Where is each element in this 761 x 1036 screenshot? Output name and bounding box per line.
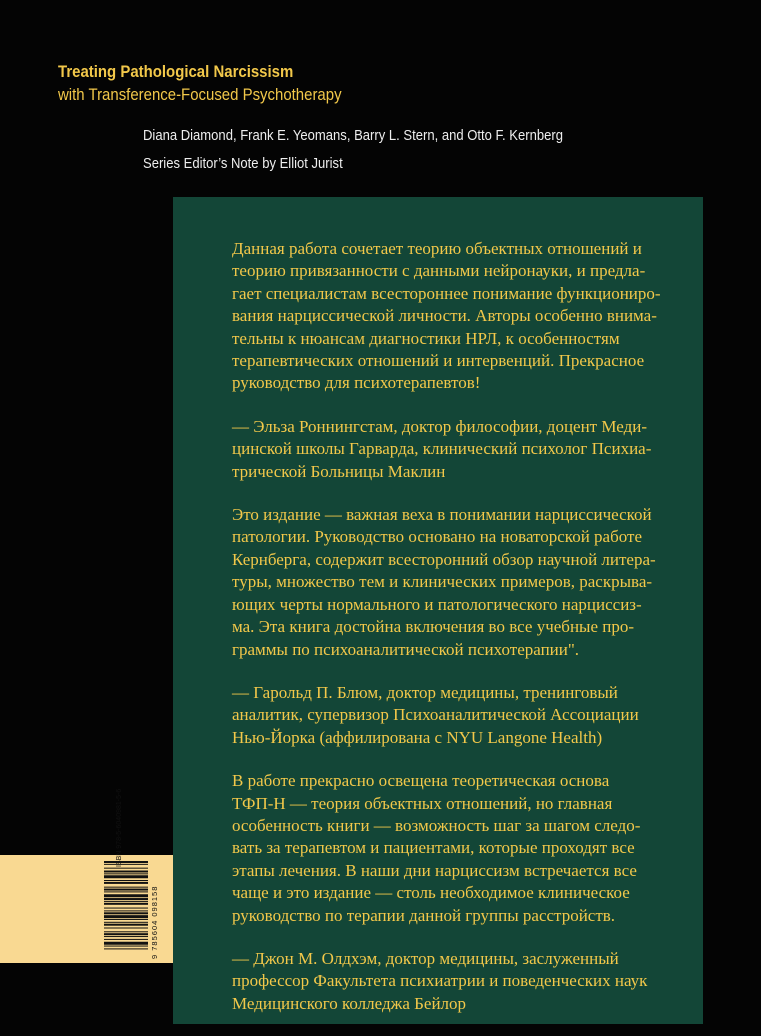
isbn-label: ISBN 978-5-6040981-5-6 [116,788,123,867]
barcode-bar [104,889,148,891]
blurb-paragraph [232,682,692,749]
barcode-bar [104,924,148,926]
blurb-line: профессор Факультета психиатрии и поведенческих наук [232,971,648,991]
blurb-line: — Эльза Роннингстам, доктор философии, доцент Меди- [232,416,647,436]
blurb-line: — Гарольд П. Блюм, доктор медицины, тренинговый [232,682,618,702]
barcode-bar [104,922,148,923]
barcode-bar [104,931,148,932]
blurb-text-column [232,238,692,1036]
blurb-line: руководство по терапии данной группы расстройств. [232,905,616,925]
barcode-bar [104,861,148,863]
barcode-bar [104,936,148,937]
blurb-line: туры, множество тем и клинических примеров, раскрыва- [232,572,653,592]
barcode-bar [104,933,148,935]
blurb-line: руководство для психотерапевтов! [232,373,481,393]
barcode-bar [104,894,148,897]
blurb-line: Нью-Йорка (аффилирована с NYU Langone Health) [232,727,603,747]
barcode-bar [104,912,148,914]
barcode-bar [104,928,148,929]
barcode-graphic [0,855,173,963]
blurb-paragraph [232,416,692,483]
blurb-line: ТФП-Н — теория объектных отношений, но главная [232,793,613,813]
blurb-line: граммы по психоаналитической психотерапии". [232,639,580,659]
blurb-paragraph [232,770,692,927]
blurb-line: — Джон М. Олдхэм, доктор медицины, заслуженный [232,948,619,968]
blurb-line: Медицинского колледжа Бейлор [232,993,467,1013]
barcode-bar [104,898,148,900]
blurb-line: этапы лечения. В наши дни нарциссизм встречается все [232,860,637,880]
barcode-bar [104,908,148,909]
barcode-bar [104,887,148,888]
blurb-paragraph [232,238,692,395]
blurb-line: теорию привязанности с данными нейронауки, и предла- [232,261,646,281]
blurb-line: ющих черты нормального и патологического нарциссиз- [232,594,642,614]
blurb-line: аналитик, супервизор Психоаналитической Ассоциации [232,705,639,725]
barcode-bar [104,864,148,865]
barcode-bar [104,942,148,945]
blurb-line: В работе прекрасно освещена теоретическая основа [232,771,610,791]
blurb-line: тельны к нюансам диагностики НРЛ, к особенностям [232,328,620,348]
barcode-digits: 9 785604 098158 [150,885,159,959]
blurb-line: особенность книги — возможность шаг за шагом следо- [232,815,641,835]
blurb-line: ма. Эта книга достойна включения во все учебные про- [232,617,635,637]
barcode-bar [104,903,148,905]
barcode-bar [104,882,148,884]
blurb-line: гает специалистам всестороннее понимание функциониро- [232,283,661,303]
blurb-line: цинской школы Гарварда, клинический психолог Психиа- [232,439,652,459]
barcode-bar [104,910,148,911]
barcode-box [0,788,173,963]
series-editor-note: Series Editor’s Note by Elliot Jurist [143,156,343,172]
blurb-line: Данная работа сочетает теорию объектных отношений и [232,239,642,258]
barcode-bar [104,875,148,878]
barcode-bar [104,871,148,873]
barcode-bar [104,873,148,874]
blurb-line: вать за терапевтом и пациентами, которые проходят все [232,838,635,858]
blurb-line: патологии. Руководство основано на новаторской работе [232,527,642,547]
barcode-bar [104,948,148,949]
book-subtitle: with Transference-Focused Psychotherapy [58,85,342,104]
barcode-bar [104,891,148,892]
blurb-line: чаще и это издание — столь необходимое клиническое [232,883,630,903]
blurb-line: терапевтических отношений и интервенций. Прекрасное [232,351,645,371]
barcode-bar [104,946,148,947]
blurb-line: Кернберга, содержит всесторонний обзор научной литера- [232,549,656,569]
blurb-line: вания нарциссической личности. Авторы особенно внима- [232,306,657,326]
blurb-paragraph [232,504,692,661]
blurb-line: Это издание — важная веха в понимании нарциссической [232,505,652,525]
barcode-bar [104,939,148,940]
barcode-bar [104,880,148,881]
barcode-bar [104,915,148,918]
blurb-paragraph [232,948,692,1015]
barcode-bar [104,868,148,869]
barcode-bar [104,901,148,902]
book-title: Treating Pathological Narcissism [58,62,294,81]
authors-line: Diana Diamond, Frank E. Yeomans, Barry L. Stern, and Otto F. Kernberg [143,128,563,144]
blurb-line: трической Больницы Маклин [232,461,446,481]
barcode-bar [104,919,148,920]
